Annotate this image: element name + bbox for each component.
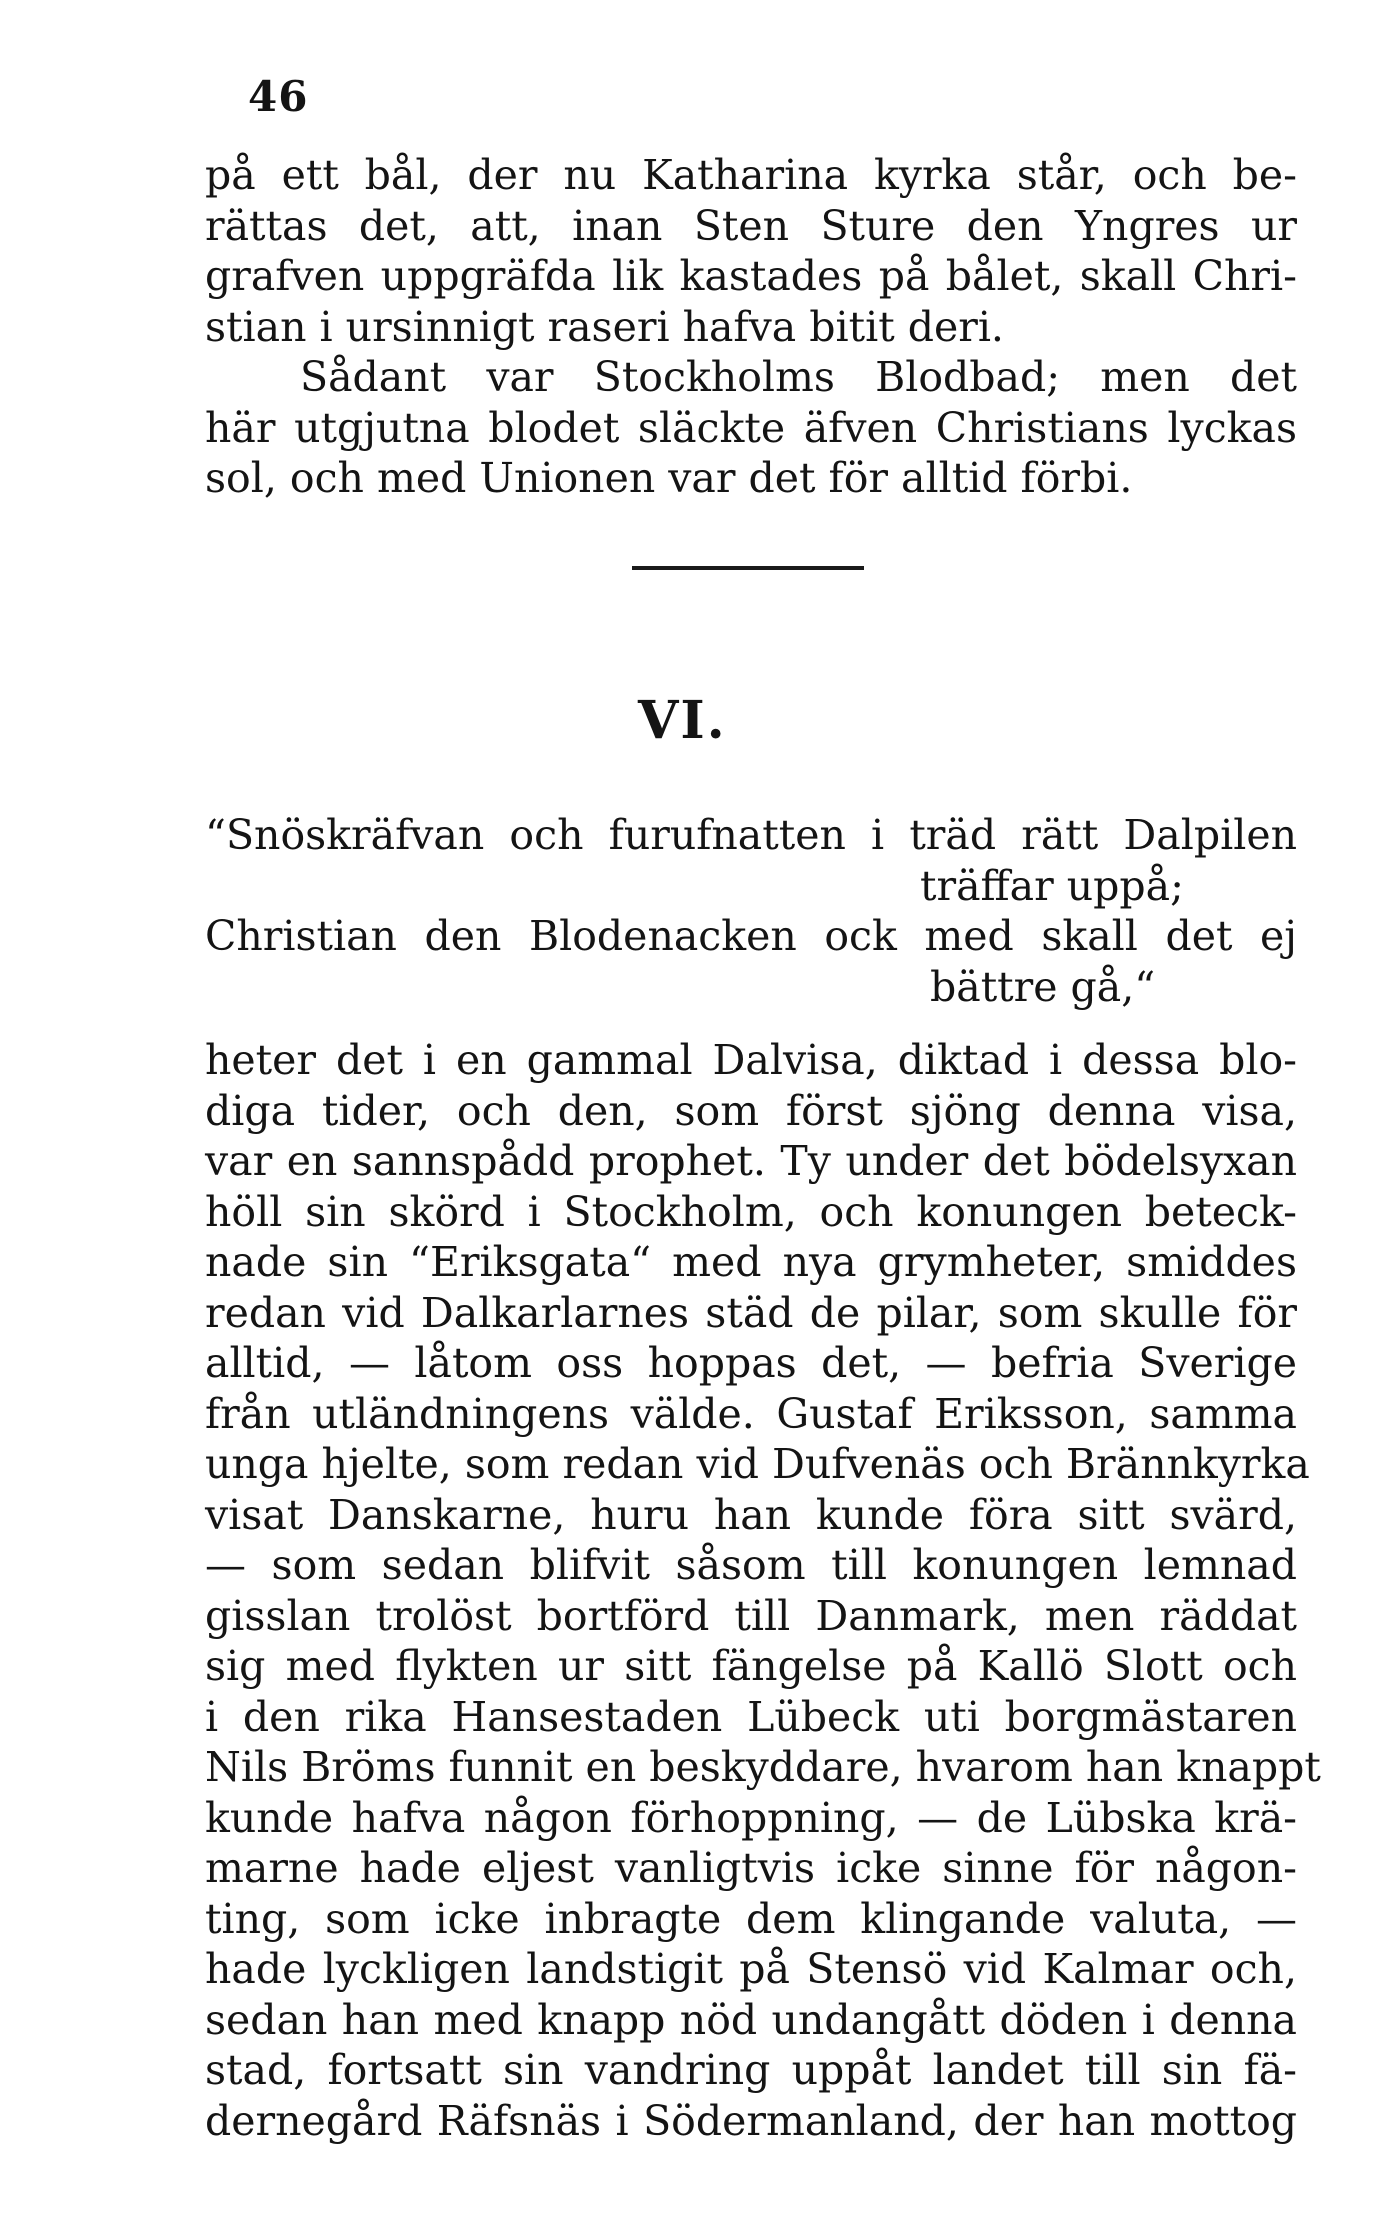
text-line: Nils Bröms funnit en beskyddare, hvarom han knappt bbox=[205, 1743, 1321, 1791]
text-line: sol, och med Unionen var det för alltid förbi. bbox=[205, 454, 1133, 502]
page-number: 46 bbox=[248, 72, 309, 121]
text-line: diga tider, och den, som först sjöng denna visa, bbox=[205, 1086, 1297, 1135]
text-line: visat Danskarne, huru han kunde föra sitt svärd, bbox=[205, 1490, 1297, 1539]
text-line: höll sin skörd i Stockholm, och konungen beteck- bbox=[205, 1187, 1297, 1236]
text-line: marne hade eljest vanligtvis icke sinne för någon- bbox=[205, 1844, 1297, 1892]
text-line: grafven uppgräfda lik kastades på bålet, skall Chri- bbox=[205, 252, 1297, 300]
text-line: hade lyckligen landstigit på Stensö vid Kalmar och, bbox=[205, 1945, 1297, 1993]
text-line: sedan han med knapp nöd undangått döden i denna bbox=[205, 1995, 1297, 2044]
text-line: unga hjelte, som redan vid Dufvenäs och Brännkyrka bbox=[205, 1440, 1310, 1488]
text-line: stian i ursinnigt raseri hafva bitit deri. bbox=[205, 302, 1004, 351]
section-divider bbox=[632, 566, 864, 570]
text-line: Sådant var Stockholms Blodbad; men det bbox=[300, 353, 1297, 401]
text-line: stad, fortsatt sin vandring uppåt landet till sin fä- bbox=[205, 2046, 1297, 2094]
text-line: kunde hafva någon förhoppning, — de Lübska krä- bbox=[205, 1793, 1297, 1842]
text-line: nade sin “Eriksgata“ med nya grymheter, smiddes bbox=[205, 1238, 1297, 1286]
verse-line-continuation: bättre gå,“ bbox=[930, 962, 1156, 1011]
verse-line-continuation: träffar uppå; bbox=[920, 861, 1184, 910]
text-line: heter det i en gammal Dalvisa, diktad i dessa blo- bbox=[205, 1036, 1297, 1084]
text-line: på ett bål, der nu Katharina kyrka står, och be- bbox=[205, 151, 1297, 199]
text-line: gisslan trolöst bortförd till Danmark, men räddat bbox=[205, 1591, 1297, 1640]
verse-line: “Snöskräfvan och furufnatten i träd rätt Dalpilen bbox=[205, 811, 1297, 859]
section-heading: VI. bbox=[638, 690, 727, 751]
text-line: — som sedan blifvit såsom till konungen lemnad bbox=[205, 1541, 1297, 1589]
paragraph-2 bbox=[205, 1035, 1321, 2146]
text-line: i den rika Hansestaden Lübeck uti borgmästaren bbox=[205, 1692, 1297, 1741]
text-line: redan vid Dalkarlarnes städ de pilar, som skulle för bbox=[205, 1288, 1297, 1337]
text-line: var en sannspådd prophet. Ty under det bödelsyxan bbox=[205, 1137, 1297, 1185]
paragraph-1 bbox=[205, 150, 1297, 504]
verse-quote bbox=[205, 810, 1297, 1012]
text-line: ting, som icke inbragte dem klingande valuta, — bbox=[205, 1894, 1297, 1943]
text-line: dernegård Räfsnäs i Södermanland, der han mottog bbox=[205, 2096, 1297, 2145]
verse-line: Christian den Blodenacken ock med skall det ej bbox=[205, 912, 1297, 960]
text-line: här utgjutna blodet släckte äfven Christians lyckas bbox=[205, 403, 1297, 452]
text-line: från utländningens välde. Gustaf Eriksson, samma bbox=[205, 1389, 1297, 1438]
text-line: rättas det, att, inan Sten Sture den Yngres ur bbox=[205, 201, 1297, 250]
text-line: alltid, — låtom oss hoppas det, — befria Sverige bbox=[205, 1339, 1297, 1387]
text-line: sig med flykten ur sitt fängelse på Kallö Slott och bbox=[205, 1642, 1297, 1690]
